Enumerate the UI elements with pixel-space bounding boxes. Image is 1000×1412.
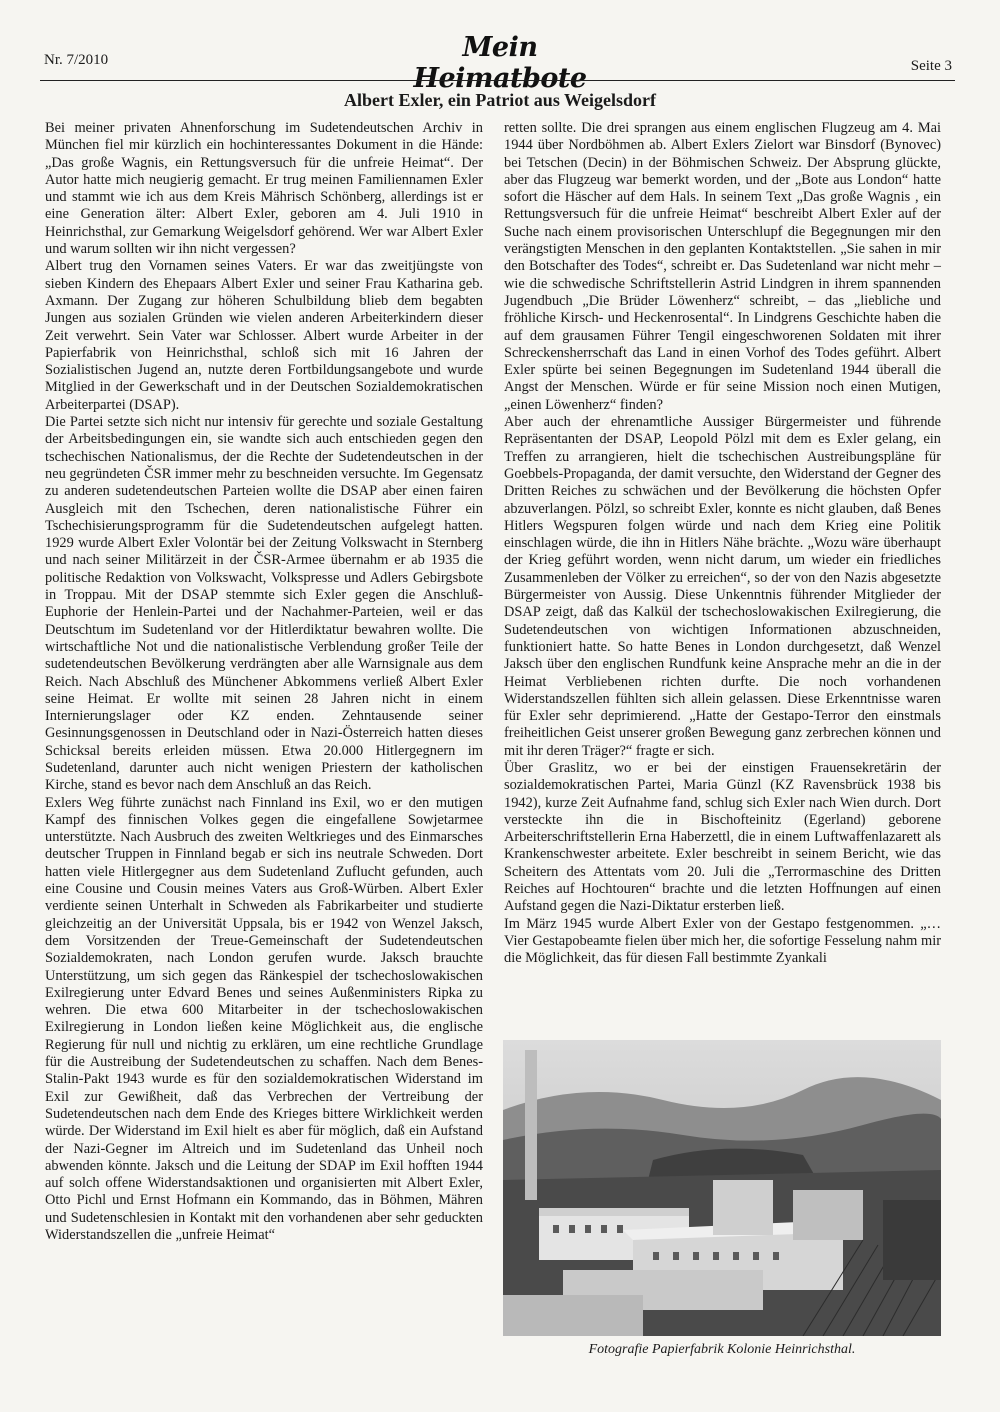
- paragraph: Albert trug den Vornamen seines Vaters. Er war das zweitjüngste von sieben Kindern des Ehepaars Albert Exler und seiner Frau Katharina geb. Axmann. Der Zugang zur höheren Schulbildung blieb dem begabten Jungen aus sozialen Gründen wie vielen anderen Arbeiterkindern dieser Zeit verwehrt. Sein Vater war Schlosser. Albert wurde Arbeiter in der Papierfabrik von Heinrichsthal, schloß sich mit 16 Jahren der Sozialistischen Jugend an, nutzte deren Fortbildungsangebote und wurde Mitglied in der Gewerkschaft und in der Deutschen Sozialdemokratischen Arbeiterpartei (DSAP).: [45, 258, 483, 413]
- page-number: Seite 3: [910, 58, 952, 74]
- right-column: [504, 120, 941, 968]
- paragraph: Im März 1945 wurde Albert Exler von der Gestapo festgenommen. „… Vier Gestapobeamte fielen über mich her, die sofortige Fesselung nahm mir die Möglichkeit, das für diesen Fall bestimmte Zyankali: [504, 915, 941, 967]
- masthead-logo: Mein Heimatbote: [413, 32, 587, 94]
- factory-photo: [503, 1040, 941, 1336]
- left-column: [45, 120, 483, 1244]
- paragraph: Die Partei setzte sich nicht nur intensiv für gerechte und soziale Gestaltung der Arbeitsbedingungen ein, sie wandte sich auch entschieden gegen den tschechischen Nationalismus, der die Rechte der Sudetendeutschen in der neu gegründeten ČSR immer mehr zu beschneiden versuchte. Im Gegensatz zu anderen sudetendeutschen Parteien wollte die DSAP aber einen fairen Ausgleich mit den Tschechen, deren nationalistische Führer ein Tschechisierungsprogramm für die Sudetendeutschen aufgelegt hatten. 1929 wurde Albert Exler Volontär bei der Zeitung Volkswacht in Sternberg und nach seiner Militärzeit in der ČSR-Armee übernahm er ab 1935 die politische Redaktion von Volkswacht, Volkspresse und Adlers Gebirgsbote in Troppau. Mit der DSAP stemmte sich Exler gegen die Anschluß-Euphorie der Henlein-Partei und der Nachahmer-Parteien, weil er das Deutschtum im Sudetenland vor der Hitlerdiktatur bewahren wollte. Die wirtschaftliche Not und die nationalistische Verblendung großer Teile der sudetendeutschen Bevölkerung verdrängten aber alle Warnsignale aus dem Reich. Nach Abschluß des Münchener Abkommens verließ Albert Exler seine Heimat. Er wollte mit seinen 28 Jahren nicht in einem Internierungslager oder KZ enden. Zehntausende seiner Gesinnungsgenossen in Deutschland oder in Nazi-Österreich hatten dieses Schicksal bereits erleiden müssen. Etwa 20.000 Hitlergegnern im Sudetenland, darunter auch nicht wenigen Priestern der katholischen Kirche, stand es bevor nach dem Anschluß an das Reich.: [45, 414, 483, 794]
- paragraph: Bei meiner privaten Ahnenforschung im Sudetendeutschen Archiv in München fiel mir kürzlich ein hochinteressantes Dokument in die Hände: „Das große Wagnis, ein Rettungsversuch für die unfreie Heimat“. Der Autor hatte mich neugierig gemacht. Er trug meinen Familiennamen Exler und stammt wie ich aus dem Kreis Mährisch Schönberg, allerdings ist er eine Generation älter: Albert Exler, geboren am 4. Juli 1910 in Heinrichsthal, zur Gemarkung Weigelsdorf gehörend. Wer war Albert Exler und warum sollten wir ihn nicht vergessen?: [45, 120, 483, 258]
- photo-caption: Fotografie Papierfabrik Kolonie Heinrichsthal.: [588, 1342, 856, 1357]
- paragraph: Exlers Weg führte zunächst nach Finnland ins Exil, wo er den mutigen Kampf des finnischen Volkes gegen die eingefallene Sowjetarmee unterstützte. Nach Ausbruch des zweiten Weltkrieges und des Einmarsches deutscher Truppen in Finnland begab er sich ins neutrale Schweden. Dort hatten viele Hitlergegner aus dem Sudetenland Zuflucht gefunden, auch eine Cousine und Cousin meines Vaters aus Groß-Würben. Albert Exler verdiente seinen Unterhalt in Schweden als Fabrikarbeiter und studierte gleichzeitig an der Universität Uppsala, bis er 1942 von Wenzel Jaksch, dem Vorsitzenden der Treue-Gemeinschaft der Sudetendeutschen Sozialdemokraten, nach London gerufen wurde. Jaksch brauchte Unterstützung, um sich gegen das Ränkespiel der tschechoslowakischen Exilregierung unter Edvard Benes und seines Außenministers Ripka zu wehren. Die etwa 600 Mitarbeiter in der tschechoslowakischen Exilregierung in London ließen keine Möglichkeit aus, die englische Regierung für null und nichtig zu erklären, um eine rechtliche Grundlage für die Austreibung der Sudetendeutschen zu schaffen. Nach dem Benes-Stalin-Pakt 1943 wurde es für den sozialdemokratischen Widerstand im Exil zur Gewißheit, daß das Verbrechen der Vertreibung der Sudetendeutschen nach dem Ende des Krieges bittere Wirklichkeit werden würde. Der Widerstand im Exil hielt es aber für möglich, daß ein Aufstand der Nazi-Gegner im Altreich und im Sudetenland das Unheil noch abwenden könnte. Jaksch und die Leitung der SDAP im Exil hofften 1944 auf solch offene Widerstandsaktionen und organisierten mit Albert Exler, Otto Pichl und Ernst Hofmann ein Kommando, das in Böhmen, Mähren und Sudetenschlesien in Kontakt mit den vorhandenen aber sehr geduckten Widerstandszellen die „unfreie Heimat“: [45, 794, 483, 1243]
- article-title: Albert Exler, ein Patriot aus Weigelsdorf: [344, 90, 656, 110]
- issue-number: Nr. 7/2010: [44, 52, 109, 68]
- paragraph: Aber auch der ehrenamtliche Aussiger Bürgermeister und führende Repräsentanten der DSAP, Leopold Pölzl mit dem es Exler gelang, ein Treffen zu arrangieren, hielt die tschechischen Austreibungspläne für Goebbels-Propaganda, der damit versuchte, den Widerstand der Gegner des Dritten Reiches zu schwächen und der Bevölkerung die höchsten Opfer abzuverlangen. Pölzl, so schreibt Exler, konnte es nicht glauben, daß Benes Hitlers Wegspuren folgen würde und nach dem Krieg eine Politik einschlagen würde, die ihn in Hitlers Nähe brächte. „Wozu wäre überhaupt der Krieg geführt worden, wenn nicht darum, um wieder ein friedliches Zusammenleben der Völker zu erreichen“, so der von den Nazis abgesetzte Bürgermeister von Aussig. Diese Unkenntnis führender Mitglieder der DSAP zeigt, daß das Kalkül der tschechoslowakischen Exilregierung, die Sudetendeutschen von wichtigen Informationen abzuschneiden, funktioniert hatte. So hatte Benes in London durchgesetzt, daß Wenzel Jaksch über den englischen Rundfunk keine Ansprache mehr an die in der Heimat Verbliebenen richten durfte. Die noch vorhandenen Widerstandszellen fühlten sich allein gelassen. Diese Erkenntnisse waren für Exler sehr deprimierend. „Hatte der Gestapo-Terror den einstmals freiheitlichen Geist unserer großen Bewegung ganz zerbrechen können und mit ihr deren Träger?“ fragte er sich.: [504, 414, 941, 759]
- paragraph: Über Graslitz, wo er bei der einstigen Frauensekretärin der sozialdemokratischen Partei, Maria Günzl (KZ Ravensbrück 1938 bis 1942), kurze Zeit Aufnahme fand, schlug sich Exler nach Wien durch. Dort versteckte ihn die in Bischofteinitz (Egerland) geborene Arbeiterschriftstellerin Erna Haberzettl, die in einem Luftwaffenlazarett als Krankenschwester arbeitete. Exler beschreibt in seinem Bericht, wie das Scheitern des Attentats vom 20. Juli die „Terrormaschine des Dritten Reiches auf Hochtouren“ brachte und die letzten Hoffnungen auf einen Aufstand gegen die Nazi-Diktatur ersterben ließ.: [504, 759, 941, 915]
- paragraph: retten sollte. Die drei sprangen aus einem englischen Flugzeug am 4. Mai 1944 über Nordböhmen ab. Albert Exlers Zielort war Binsdorf (Bynovec) bei Tetschen (Decin) in der Böhmischen Schweiz. Der Absprung glückte, aber das Flugzeug war bemerkt worden, und der „Bote aus London“ hatte sofort die Häscher auf dem Hals. In seinem Text „Das große Wagnis , ein Rettungsversuch für die unfreie Heimat“ beschreibt Albert Exler auf der Suche nach einem provisorischen Unterschlupf die Begegnungen mir den verängstigten Menschen in den geplanten Kontaktstellen. „Sie sahen in mir den Botschafter des Todes“, schreibt er. Das Sudetenland war nicht mehr – wie die schwedische Schriftstellerin Astrid Lindgren in ihrem spannenden Jugendbuch „Die Brüder Löwenherz“ schreibt, – das „liebliche und fröhliche Kirsch- und Heckenrosental“. In Lindgrens Geschichte haben die auf dem grausamen Führer Tengil eingeschworenen Soldaten mit ihrer Schreckensherrschaft das Land in einen Vorhof des Todes geführt. Albert Exler spürte bei seinen Begegnungen im Sudetenland 1944 überall die Angst der Menschen. Würde er für seine Mission noch einen Mutigen, „einen Löwenherz“ finden?: [504, 120, 941, 413]
- header-rule: [40, 80, 955, 81]
- factory-photo-illustration: [503, 1040, 941, 1336]
